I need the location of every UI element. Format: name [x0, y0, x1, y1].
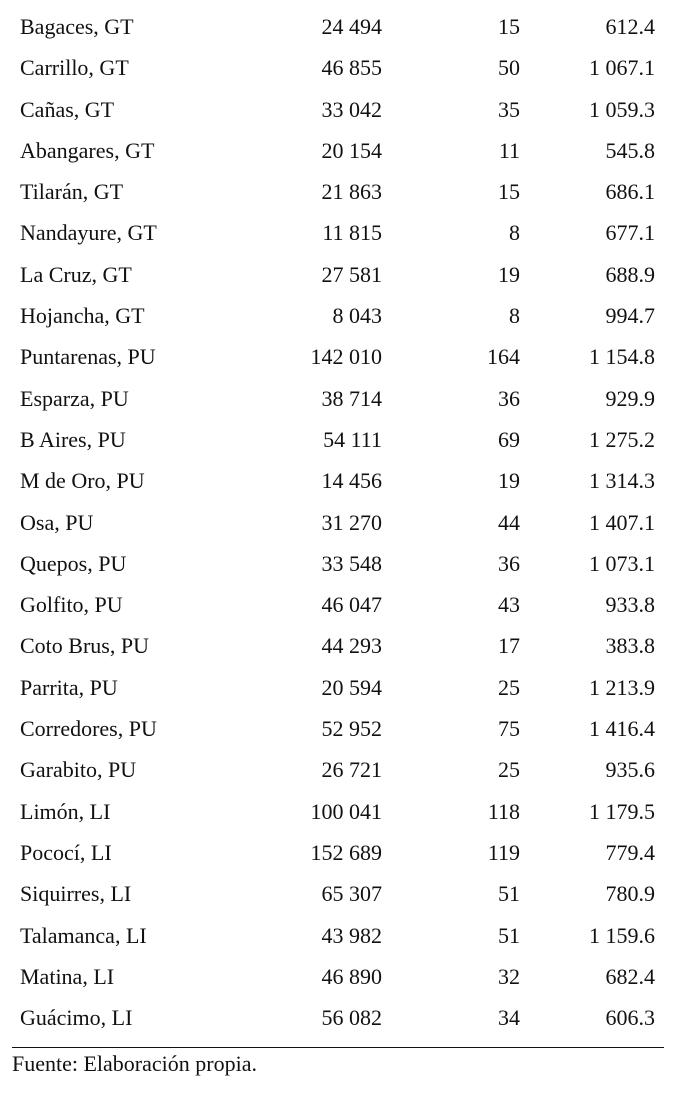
rate-cell: 1 275.2 — [589, 426, 655, 452]
municipality-cell: M de Oro, PU — [20, 468, 145, 494]
table-row — [0, 997, 700, 1038]
table-row — [0, 873, 700, 914]
count-cell: 8 — [509, 303, 520, 329]
municipality-cell: Corredores, PU — [20, 716, 157, 742]
municipality-cell: Bagaces, GT — [20, 14, 134, 39]
table-row — [0, 708, 700, 749]
count-cell: 69 — [498, 426, 520, 452]
population-cell: 11 815 — [322, 220, 382, 246]
source-note: Fuente: Elaboración propia. — [12, 1051, 257, 1076]
municipality-cell: Golfito, PU — [20, 592, 123, 618]
count-cell: 15 — [498, 14, 520, 39]
municipality-cell: Carrillo, GT — [20, 55, 129, 81]
table-row — [0, 667, 700, 708]
municipality-cell: Cañas, GT — [20, 96, 115, 122]
population-cell: 27 581 — [321, 261, 382, 287]
count-cell: 35 — [498, 96, 520, 122]
table-row — [0, 460, 700, 501]
count-cell: 8 — [509, 220, 520, 246]
count-cell: 19 — [498, 468, 520, 494]
table-row — [0, 956, 700, 997]
count-cell: 44 — [498, 509, 520, 535]
rate-cell: 1 159.6 — [589, 922, 655, 948]
rate-cell: 612.4 — [605, 14, 655, 39]
municipality-cell: Esparza, PU — [20, 385, 129, 411]
table-row — [0, 543, 700, 584]
rate-cell: 1 154.8 — [589, 344, 655, 370]
data-table — [0, 6, 700, 1038]
population-cell: 44 293 — [321, 633, 382, 659]
municipality-cell: Hojancha, GT — [20, 303, 145, 329]
rate-cell: 933.8 — [605, 592, 655, 618]
table-row — [0, 419, 700, 460]
rate-cell: 1 179.5 — [589, 798, 655, 824]
count-cell: 11 — [498, 137, 520, 163]
municipality-cell: Siquirres, LI — [20, 881, 132, 907]
population-cell: 43 982 — [321, 922, 382, 948]
population-cell: 33 548 — [321, 550, 382, 576]
population-cell: 24 494 — [321, 14, 382, 39]
population-cell: 21 863 — [321, 179, 382, 205]
municipality-cell: Limón, LI — [20, 798, 111, 824]
rate-cell: 1 314.3 — [589, 468, 655, 494]
table-row — [0, 749, 700, 790]
table-row — [0, 47, 700, 88]
population-cell: 46 890 — [321, 963, 382, 989]
municipality-cell: Coto Brus, PU — [20, 633, 149, 659]
rate-cell: 686.1 — [605, 179, 655, 205]
rate-cell: 1 407.1 — [589, 509, 655, 535]
population-cell: 152 689 — [310, 839, 382, 865]
count-cell: 19 — [498, 261, 520, 287]
population-cell: 31 270 — [321, 509, 382, 535]
rate-cell: 682.4 — [605, 963, 655, 989]
municipality-cell: Garabito, PU — [20, 757, 137, 783]
municipality-cell: Abangares, GT — [20, 137, 155, 163]
table-row — [0, 6, 700, 47]
table-row — [0, 254, 700, 295]
count-cell: 15 — [498, 179, 520, 205]
population-cell: 33 042 — [321, 96, 382, 122]
municipality-cell: Parrita, PU — [20, 674, 118, 700]
count-cell: 25 — [498, 674, 520, 700]
table-row — [0, 89, 700, 130]
population-cell: 20 594 — [321, 674, 382, 700]
rate-cell: 1 059.3 — [589, 96, 655, 122]
rate-cell: 688.9 — [605, 261, 655, 287]
table-row — [0, 502, 700, 543]
table-row — [0, 336, 700, 377]
municipality-cell: Pococí, LI — [20, 839, 112, 865]
count-cell: 50 — [498, 55, 520, 81]
count-cell: 75 — [498, 716, 520, 742]
population-cell: 14 456 — [321, 468, 382, 494]
count-cell: 17 — [498, 633, 520, 659]
table-row — [0, 915, 700, 956]
population-cell: 26 721 — [321, 757, 382, 783]
rate-cell: 1 416.4 — [589, 716, 655, 742]
table-row — [0, 791, 700, 832]
population-cell: 8 043 — [332, 303, 382, 329]
population-cell: 46 047 — [321, 592, 382, 618]
table-row — [0, 130, 700, 171]
population-cell: 20 154 — [321, 137, 382, 163]
rate-cell: 935.6 — [605, 757, 655, 783]
count-cell: 118 — [487, 798, 520, 824]
municipality-cell: B Aires, PU — [20, 426, 126, 452]
rate-cell: 780.9 — [605, 881, 655, 907]
rate-cell: 1 067.1 — [589, 55, 655, 81]
rate-cell: 779.4 — [605, 839, 655, 865]
count-cell: 43 — [498, 592, 520, 618]
table-row — [0, 832, 700, 873]
municipality-cell: Matina, LI — [20, 963, 115, 989]
rate-cell: 1 213.9 — [589, 674, 655, 700]
municipality-cell: La Cruz, GT — [20, 261, 132, 287]
rate-cell: 1 073.1 — [589, 550, 655, 576]
count-cell: 119 — [487, 839, 520, 865]
rate-cell: 677.1 — [605, 220, 655, 246]
municipality-cell: Puntarenas, PU — [20, 344, 156, 370]
count-cell: 164 — [487, 344, 520, 370]
municipality-cell: Talamanca, LI — [20, 922, 147, 948]
rate-cell: 606.3 — [605, 1005, 655, 1031]
rate-cell: 545.8 — [605, 137, 655, 163]
rate-cell: 994.7 — [605, 303, 655, 329]
count-cell: 34 — [498, 1005, 520, 1031]
population-cell: 54 111 — [323, 426, 382, 452]
population-cell: 46 855 — [321, 55, 382, 81]
municipality-cell: Nandayure, GT — [20, 220, 157, 246]
population-cell: 52 952 — [321, 716, 382, 742]
count-cell: 36 — [498, 385, 520, 411]
population-cell: 142 010 — [310, 344, 382, 370]
municipality-cell: Guácimo, LI — [20, 1005, 133, 1031]
count-cell: 32 — [498, 963, 520, 989]
table-row — [0, 295, 700, 336]
population-cell: 38 714 — [321, 385, 382, 411]
count-cell: 51 — [498, 922, 520, 948]
municipality-cell: Quepos, PU — [20, 550, 127, 576]
municipality-cell: Tilarán, GT — [20, 179, 124, 205]
rate-cell: 383.8 — [605, 633, 655, 659]
table-row — [0, 584, 700, 625]
count-cell: 51 — [498, 881, 520, 907]
municipality-cell: Osa, PU — [20, 509, 94, 535]
table-row — [0, 625, 700, 666]
table-row — [0, 171, 700, 212]
population-cell: 100 041 — [310, 798, 382, 824]
rate-cell: 929.9 — [605, 385, 655, 411]
table-row — [0, 212, 700, 253]
population-cell: 56 082 — [321, 1005, 382, 1031]
population-cell: 65 307 — [321, 881, 382, 907]
count-cell: 25 — [498, 757, 520, 783]
count-cell: 36 — [498, 550, 520, 576]
table-row — [0, 378, 700, 419]
